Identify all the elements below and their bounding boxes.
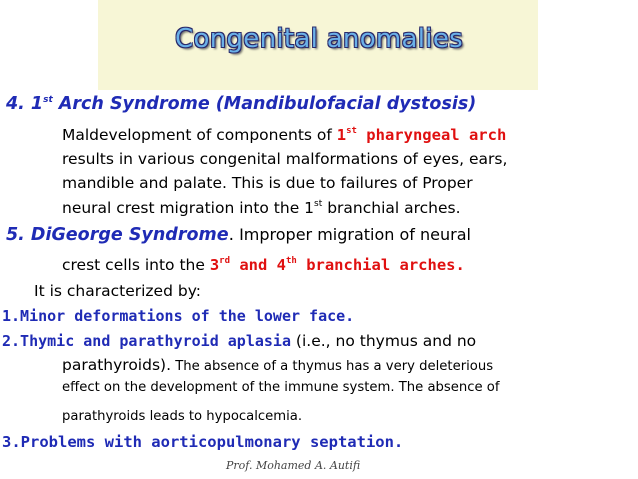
s5-l1-text: crest cells into the [62,256,210,274]
s4-l1-red: 1 [336,126,347,144]
s4-line-2: results in various congenital malformations of eyes, ears, [62,150,508,168]
item-2-title: 2.Thymic and parathyroid aplasia [2,332,291,350]
item-2-l2b: The absence of a thymus has a very deleterious [171,359,494,374]
s4-heading-sup: st [43,95,53,105]
item-2 [2,332,476,350]
section-4-heading [6,94,476,114]
s5-l1-red1: 3 [209,256,220,274]
item-2-line-2 [62,356,493,374]
s5-l1-sup1: rd [219,256,231,266]
item-3: 3.Problems with aorticopulmonary septation. [2,433,404,451]
s4-l1-sup: st [346,126,357,136]
item-2-text: (i.e., no thymus and no [290,332,477,350]
s4-heading-text: Arch Syndrome (Mandibulofacial dystosis) [52,94,477,114]
s5-l1-red3: branchial arches. [296,256,465,274]
s5-heading-title: 5. DiGeorge Syndrome [6,225,229,245]
footer-author: Prof. Mohamed A. Autifi [226,459,361,472]
characterized-by: It is characterized by: [34,282,201,300]
s4-l1-red2: pharyngeal arch [356,126,507,144]
s4-line-3: mandible and palate. This is due to failures of Proper [62,174,473,192]
s5-line-1 [62,256,465,274]
s4-line-4 [62,199,461,217]
s5-heading-dot: . [228,225,234,245]
section-5-heading [6,225,471,245]
slide-title: Congenital anomalies [175,24,463,54]
s5-heading-rest: Improper migration of neural [233,225,471,244]
item-1: 1.Minor deformations of the lower face. [2,307,355,325]
item-2-l2a: parathyroids). [62,356,171,374]
s4-line-1 [62,126,506,144]
item-2-line-4: parathyroids leads to hypocalcemia. [62,409,303,424]
item-2-line-3: effect on the development of the immune system. The absence of [62,380,500,395]
s5-l1-red2: and 4 [230,256,287,274]
s4-l4-sup: st [314,199,323,209]
s4-l4-text: neural crest migration into the 1 [62,199,315,217]
s4-l4-post: branchial arches. [322,199,461,217]
s4-heading-num: 4. 1 [6,94,44,114]
s4-l1-text: Maldevelopment of components of [62,126,337,144]
s5-l1-sup2: th [286,256,297,266]
